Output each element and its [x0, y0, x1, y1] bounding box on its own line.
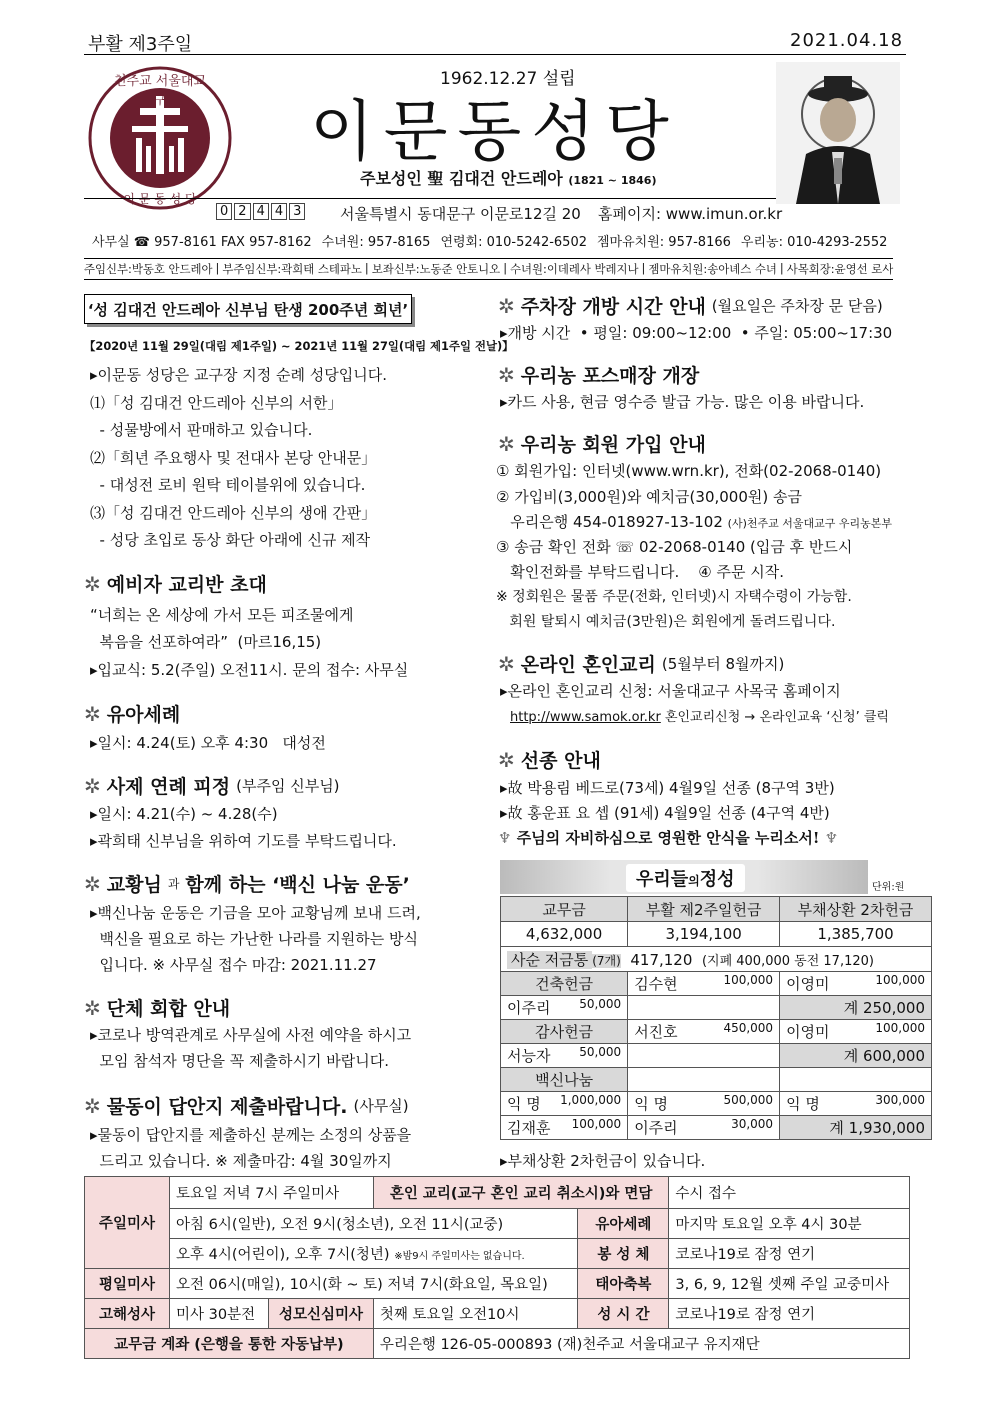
- infant-baptism-heading: ✲ 유아세례: [84, 701, 181, 726]
- baptism-label: 유아세례: [578, 1209, 669, 1239]
- building-total: 계 250,000: [780, 996, 932, 1020]
- parish-title: 이문동성당: [310, 93, 679, 170]
- vaccine-line: 백신을 필요로 하는 가난한 나라를 지원하는 방식: [90, 930, 418, 948]
- kindergarten-contact: 젬마유치원: 957-8166: [597, 235, 731, 250]
- retreat-heading: ✲ 사제 연례 피정 (부주임 신부님): [84, 773, 340, 798]
- fetal-blessing-label: 태아축복: [578, 1269, 669, 1299]
- contact-line: [92, 231, 887, 250]
- offering-head: 부채상환 2차헌금: [780, 897, 932, 922]
- offering-value: 1,385,700: [780, 922, 932, 947]
- donor-cell: 이주리 50,000: [501, 996, 628, 1020]
- woorinong-heading: ✲ 우리농 회원 가입 안내: [498, 431, 706, 456]
- account-label: 교무금 계좌 (은행을 통한 자동납부): [85, 1329, 374, 1359]
- offering-banner-title: 우리들의정성: [626, 864, 745, 892]
- week-label: 부활 제3주일: [88, 34, 193, 55]
- star-icon: ✲: [84, 571, 101, 596]
- postal-digit: 3: [289, 203, 305, 220]
- jubilee-line: ⑶「성 김대건 안드레아 신부의 생애 간판」: [90, 504, 377, 522]
- donor-cell: 익 명 300,000: [780, 1092, 932, 1116]
- marian-mass-value: 첫째 토요일 오전10시: [373, 1299, 578, 1329]
- parish-seal: [88, 66, 232, 210]
- jubilee-line: ▸이문동 성당은 교구장 지정 순례 성당입니다.: [90, 366, 387, 384]
- convent-contact: 수녀원: 957-8165: [321, 235, 431, 250]
- baptism-value: 마지막 토요일 오후 4시 30분: [669, 1209, 910, 1239]
- retreat-line: ▸곽희태 신부님을 위하여 기도를 부탁드립니다.: [90, 832, 397, 850]
- star-icon: ✲: [498, 293, 515, 318]
- communion-label: 봉 성 체: [578, 1239, 669, 1269]
- offering-head: 교무금: [501, 897, 628, 922]
- group-meeting-line: 모임 참석자 명단을 꼭 제출하시기 바랍니다.: [90, 1052, 389, 1070]
- address: 서울특별시 동대문구 이문로12길 20: [340, 205, 581, 223]
- thanks-total: 계 600,000: [780, 1044, 932, 1068]
- donor-cell: 이영미 100,000: [780, 1020, 932, 1044]
- patron-name: 주보성인 聖 김대건 안드레아: [360, 169, 563, 188]
- seal-top-text: 천주교 서울대교구: [113, 74, 207, 108]
- sunday-morning: 아침 6시(일반), 오전 9시(청소년), 오전 11시(교중): [170, 1209, 578, 1239]
- sunday-afternoon: 오후 4시(어린이), 오후 7시(청년) ※밤9시 주일미사는 없습니다.: [170, 1239, 578, 1269]
- jubilee-title: ‘성 김대건 안드레아 신부님 탄생 200주년 희년’: [84, 294, 412, 324]
- postal-digit: 4: [253, 203, 269, 220]
- pos-heading: ✲ 우리농 포스매장 개장: [498, 362, 700, 387]
- donor-cell: 서진호 450,000: [628, 1020, 780, 1044]
- offering-head: 부활 제2주일헌금: [628, 897, 780, 922]
- issue-date: 2021.04.18: [790, 30, 904, 51]
- holy-hour-value: 코로나19로 잠정 연기: [669, 1299, 910, 1329]
- patron-saint: [360, 166, 656, 189]
- parking-hours: ▸개방 시간 • 평일: 09:00~12:00 • 주일: 05:00~17:30: [500, 324, 893, 342]
- associate-pastor: 부주임신부:곽희태 스테파노: [222, 262, 362, 276]
- woorinong-line: ① 회원가입: 인터넷(www.wrn.kr), 전화(02-2068-0140): [496, 462, 882, 480]
- offering-unit: 단위:원: [872, 882, 905, 893]
- assistant-priest: 보좌신부:노동준 안토니오: [371, 262, 501, 276]
- woorinong-contact: 우리농: 010-4293-2552: [740, 235, 888, 250]
- jubilee-line: - 대성전 로비 원탁 테이블위에 있습니다.: [90, 476, 366, 494]
- saint-portrait: [776, 62, 900, 204]
- weekday-mass-value: 오전 06시(매일), 10시(화 ~ 토) 저녁 7시(화요일, 목요일): [170, 1269, 578, 1299]
- catechumen-line: 복음을 선포하여라” (마르16,15): [90, 633, 322, 651]
- star-icon: ✲: [498, 651, 515, 676]
- pos-line: ▸카드 사용, 현금 영수증 발급 가능. 많은 이용 바랍니다.: [500, 393, 865, 411]
- building-label: 건축헌금: [501, 972, 628, 996]
- woorinong-bank-owner: (사)천주교 서울대교구 우리농본부: [727, 517, 893, 530]
- coin-bank-row: 사순 저금통 (7개) 417,120 (지폐 400,000 동전 17,120): [501, 947, 932, 972]
- jubilee-line: ⑵「희년 주요행사 및 전대사 본당 안내문」: [90, 449, 377, 467]
- woorinong-line: 우리은행 454-018927-13-102 (사)천주교 서울대교구 우리농본부: [496, 513, 893, 531]
- fetal-blessing-value: 3, 6, 9, 12월 셋째 주일 교중미사: [669, 1269, 910, 1299]
- offering-value: 4,632,000: [501, 922, 628, 947]
- donor-cell: 김수현 100,000: [628, 972, 780, 996]
- star-icon: ✲: [84, 871, 101, 896]
- marriage-class-label: 혼인 교리(교구 혼인 교리 취소시)와 면담: [373, 1177, 669, 1209]
- council-president: 사목회장:윤영선 로사: [786, 262, 894, 276]
- catechumen-line: “너희는 온 세상에 가서 모든 피조물에게: [90, 606, 354, 624]
- star-icon: ✲: [84, 1093, 101, 1118]
- woorinong-line: 회원 탈퇴시 예치금(3만원)은 회원에게 돌려드립니다.: [496, 614, 836, 630]
- marian-mass-label: 성모신심미사: [269, 1299, 374, 1329]
- mass-schedule-table: [84, 1176, 910, 1359]
- seal-bottom-text: 이 문 동 성 당: [123, 192, 197, 206]
- vaccine-label: 백신나눔: [501, 1068, 628, 1092]
- obituary-prayer: ♆ 주님의 자비하심으로 영원한 안식을 누리소서! ♆: [498, 829, 839, 847]
- postal-digit: 0: [216, 203, 232, 220]
- catechumen-line: ▸입교식: 5.2(주일) 오전11시. 문의 접수: 사무실: [90, 661, 409, 679]
- vaccine-heading: ✲ 교황님 과 함께 하는 ‘백신 나눔 운동’: [84, 871, 410, 896]
- confession-value: 미사 30분전: [170, 1299, 269, 1329]
- catechumen-heading: ✲ 예비자 교리반 초대: [84, 571, 267, 596]
- sunday-mass-label: 주일미사: [85, 1177, 170, 1269]
- postal-code: [216, 203, 305, 220]
- infant-baptism-line: ▸일시: 4.24(토) 오후 4:30 대성전: [90, 734, 326, 752]
- donor-cell: 익 명 500,000: [628, 1092, 780, 1116]
- star-icon: ✲: [498, 431, 515, 456]
- parking-heading: ✲ 주차장 개방 시간 안내 (월요일은 주차장 문 닫음): [498, 293, 883, 318]
- obituary-heading: ✲ 선종 안내: [498, 747, 601, 772]
- palm-icon: ♆: [824, 829, 839, 847]
- kindergarten-head: 젬마유치원:송아녜스 수녀: [648, 262, 777, 276]
- jubilee-period: 【2020년 11월 29일(대림 제1주일) ~ 2021년 11월 27일(대림 제1주일 전날)】: [84, 339, 514, 353]
- woorinong-line: 확인전화를 부탁드립니다. ④ 주문 시작.: [496, 563, 785, 581]
- weekday-mass-label: 평일미사: [85, 1269, 170, 1299]
- staff-line: 주임신부:박동호 안드레아 | 부주임신부:곽희태 스테파노 | 보좌신부:노동준 안토니오 | 수녀원:이데레사 박레지나 | 젬마유치원:송아녜스 수녀 | 사목회장:윤영선 로사: [84, 258, 893, 280]
- jubilee-line: ⑴「성 김대건 안드레아 신부의 서한」: [90, 394, 343, 412]
- postal-digit: 4: [271, 203, 287, 220]
- donor-cell: 김재훈 100,000: [501, 1116, 628, 1140]
- vaccine-line: ▸백신나눔 운동은 기금을 모아 교황님께 보내 드려,: [90, 904, 421, 922]
- marriage-heading: ✲ 온라인 혼인교리 (5월부터 8월까지): [498, 651, 785, 676]
- palm-icon: ♆: [498, 829, 512, 847]
- jubilee-line: - 성물방에서 판매하고 있습니다.: [90, 421, 313, 439]
- star-icon: ✲: [498, 747, 515, 772]
- marriage-line: ▸온라인 혼인교리 신청: 서울대교구 사목국 홈페이지: [500, 682, 841, 700]
- star-icon: ✲: [498, 362, 515, 387]
- homepage-link[interactable]: 홈페이지: www.imun.or.kr: [598, 205, 783, 223]
- office-contact: 사무실 ☎ 957-8161 FAX 957-8162: [92, 235, 312, 250]
- marriage-url-line: [510, 706, 889, 725]
- quiz-heading: ✲ 물동이 답안지 제출바랍니다. (사무실): [84, 1093, 409, 1118]
- saint-portrait-icon: [776, 62, 900, 204]
- account-value: 우리은행 126-05-000893 (재)천주교 서울대교구 유지재단: [373, 1329, 909, 1359]
- donor-cell: 이주리 30,000: [628, 1116, 780, 1140]
- communion-value: 코로나19로 잠정 연기: [669, 1239, 910, 1269]
- convent-sisters: 수녀원:이데레사 박레지나: [510, 262, 639, 276]
- donor-cell: 이영미 100,000: [780, 972, 932, 996]
- quiz-line: 드리고 있습니다. ※ 제출마감: 4월 30일까지: [90, 1152, 392, 1170]
- postal-digit: 2: [234, 203, 250, 220]
- pastor: 주임신부:박동호 안드레아: [84, 262, 213, 276]
- confession-label: 고해성사: [85, 1299, 170, 1329]
- sunday-vigil: 토요일 저녁 7시 주일미사: [170, 1177, 374, 1209]
- jubilee-line: - 성당 초입로 동상 화단 아래에 신규 제작: [90, 531, 371, 549]
- retreat-line: ▸일시: 4.21(수) ~ 4.28(수): [90, 805, 278, 823]
- marriage-url-after: 혼인교리신청 → 온라인교육 ‘신청’ 클릭: [664, 710, 889, 725]
- donor-cell: 익 명 1,000,000: [501, 1092, 628, 1116]
- obituary-line: ▸故 박용림 베드로(73세) 4월9일 선종 (8구역 3반): [500, 779, 835, 797]
- offering-value: 3,194,100: [628, 922, 780, 947]
- offering-banner: [500, 860, 868, 894]
- woorinong-line: ② 가입비(3,000원)와 예치금(30,000원) 송금: [496, 488, 802, 506]
- star-icon: ✲: [84, 773, 101, 798]
- star-icon: ✲: [84, 995, 101, 1020]
- quiz-line: ▸물동이 답안지를 제출하신 분께는 소정의 상품을: [90, 1126, 412, 1144]
- samok-link[interactable]: http://www.samok.or.kr: [510, 710, 661, 725]
- marriage-class-value: 수시 접수: [669, 1177, 910, 1209]
- patron-years: (1821 ~ 1846): [568, 174, 657, 187]
- funeral-society-contact: 연령회: 010-5242-6502: [440, 235, 587, 250]
- founded-date: 1962.12.27 설립: [440, 69, 576, 89]
- vaccine-line: 입니다. ※ 사무실 접수 마감: 2021.11.27: [90, 956, 377, 974]
- group-meeting-heading: ✲ 단체 회합 안내: [84, 995, 231, 1020]
- vaccine-total: 계 1,930,000: [780, 1116, 932, 1140]
- thanks-label: 감사헌금: [501, 1020, 628, 1044]
- obituary-line: ▸故 홍운표 요 셉 (91세) 4월9일 선종 (4구역 4반): [500, 804, 830, 822]
- woorinong-line: ※ 정회원은 물품 주문(전화, 인터넷)시 자택수령이 가능함.: [496, 589, 852, 605]
- star-icon: ✲: [84, 701, 101, 726]
- woorinong-line: ③ 송금 확인 전화 ☏ 02-2068-0140 (입금 후 반드시: [496, 538, 853, 556]
- group-meeting-line: ▸코로나 방역관계로 사무실에 사전 예약을 하시고: [90, 1026, 412, 1044]
- offering-table: [500, 896, 932, 1140]
- offering-note: ▸부채상환 2차헌금이 있습니다.: [500, 1152, 706, 1170]
- holy-hour-label: 성 시 간: [578, 1299, 669, 1329]
- donor-cell: 서능자 50,000: [501, 1044, 628, 1068]
